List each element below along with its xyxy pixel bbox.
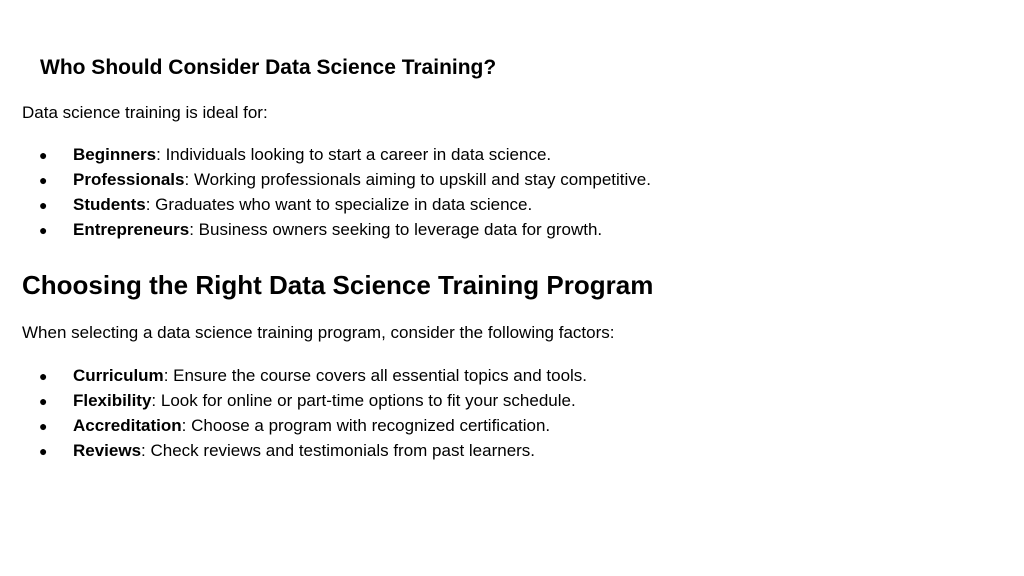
- list-item-term: Beginners: [73, 145, 157, 164]
- list-item-entrepreneurs: [0, 219, 651, 244]
- audience-list: [0, 144, 651, 244]
- list-item-desc: : Check reviews and testimonials from past learners.: [141, 441, 536, 460]
- list-item-students: [0, 194, 651, 219]
- bullet-icon: ●: [39, 147, 48, 163]
- list-item-beginners: [0, 144, 651, 169]
- bullet-icon: ●: [39, 393, 48, 409]
- list-item-professionals: [0, 169, 651, 194]
- bullet-icon: ●: [39, 222, 48, 238]
- list-item-term: Flexibility: [73, 391, 152, 410]
- intro-paragraph-ideal-for: Data science training is ideal for:: [22, 103, 268, 122]
- list-item-term: Students: [73, 195, 146, 214]
- list-item-desc: : Individuals looking to start a career in data science.: [156, 145, 552, 164]
- list-item-term: Entrepreneurs: [73, 220, 190, 239]
- list-item-term: Curriculum: [73, 366, 164, 385]
- list-item-desc: : Business owners seeking to leverage data for growth.: [189, 220, 603, 239]
- list-item-desc: : Graduates who want to specialize in data science.: [145, 195, 533, 214]
- list-item-term: Reviews: [73, 441, 142, 460]
- bullet-icon: ●: [39, 368, 48, 384]
- factors-list: [0, 365, 587, 465]
- section-heading-choosing-program: Choosing the Right Data Science Training Program: [22, 270, 654, 300]
- intro-paragraph-factors: When selecting a data science training program, consider the following factors:: [22, 323, 615, 342]
- list-item-term: Professionals: [73, 170, 185, 189]
- list-item-accreditation: [0, 415, 587, 440]
- bullet-icon: ●: [39, 197, 48, 213]
- list-item-desc: : Working professionals aiming to upskill and stay competitive.: [184, 170, 651, 189]
- bullet-icon: ●: [39, 172, 48, 188]
- list-item-desc: : Choose a program with recognized certification.: [181, 416, 551, 435]
- list-item-curriculum: [0, 365, 587, 390]
- list-item-desc: : Look for online or part-time options to fit your schedule.: [151, 391, 576, 410]
- list-item-term: Accreditation: [73, 416, 182, 435]
- list-item-flexibility: [0, 390, 587, 415]
- section-heading-who-should-consider: Who Should Consider Data Science Training?: [40, 56, 497, 79]
- list-item-desc: : Ensure the course covers all essential topics and tools.: [163, 366, 588, 385]
- bullet-icon: ●: [39, 443, 48, 459]
- bullet-icon: ●: [39, 418, 48, 434]
- list-item-reviews: [0, 440, 587, 465]
